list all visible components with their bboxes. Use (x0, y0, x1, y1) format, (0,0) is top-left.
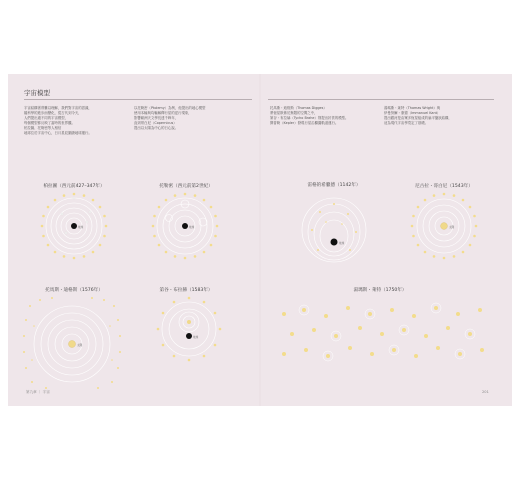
center-label: 地球 (339, 242, 345, 245)
orbit-rings (162, 302, 216, 356)
model-tycho-diagram (156, 296, 222, 362)
star-ring (157, 297, 222, 362)
folio-right: 201 (482, 390, 489, 394)
left-column-2: 以托勒密（Ptolemy）為例，他提出的地心模型 使用本輪與均輪解釋行星的逆行現象， 影響歐洲天文學長達千餘年， 直到哥白尼（Copernicus） 提出以太陽為中心的日心說。 (134, 106, 206, 130)
title-rule-left (24, 99, 252, 100)
caption-wright: 湯瑪斯・萊特（1750年） (353, 288, 407, 293)
caption-ptolemy: 托勒密（西元前第2世紀） (159, 184, 213, 189)
caption-hildegard: 雷格的希臘德（1142年） (307, 183, 361, 188)
caption-tycho: 第谷・布拉赫（1583年） (159, 288, 213, 293)
title-rule-right (268, 99, 494, 100)
center-body (186, 333, 192, 339)
model-wright-diagram (274, 300, 492, 370)
caption-copernicus: 尼古拉・哥白尼（1543年） (415, 184, 473, 189)
center-label: 太陽 (449, 226, 455, 229)
center-body (182, 223, 188, 229)
center-label: 地球 (193, 336, 199, 339)
model-copernicus-diagram (410, 192, 478, 260)
center-label: 地球 (78, 226, 84, 229)
star-systems (282, 306, 484, 358)
folio-left: 第九章 ｜ 宇宙 (26, 390, 50, 394)
section-title: 宇宙模型 (24, 89, 50, 97)
model-ptolemy-diagram (151, 192, 219, 260)
center-label: 地球 (189, 226, 195, 229)
model-digges-diagram (22, 296, 122, 390)
center-label: 太陽 (77, 344, 83, 347)
book-gutter (259, 74, 261, 406)
caption-digges: 托馬斯・迪格斯（1576年） (45, 288, 103, 293)
left-column-1: 宇宙結構著實難以理解，我們對宇宙的認識， 隨科學的進步而變化，從古代到今天， 人們提出過不同的宇宙模型， 每個模型都反映了當時的世界觀。 柏拉圖、托勒密等人相信 地球位於宇宙中心，日月星辰圍繞地球運行。 (24, 106, 92, 135)
center-body (71, 223, 77, 229)
center-body (331, 239, 338, 246)
right-column-1: 托馬斯・迪格斯（Thomas Digges） 將恆星散佈於無限的空間之中， 第谷・布拉赫（Tycho Brahe）則提出折衷的模型。 開普勒（Kepler）發現行星沿橢圓軌道運行。 (270, 106, 349, 125)
system-rings (299, 303, 475, 361)
model-hildegard-diagram (298, 190, 370, 264)
caption-plato: 柏拉圖（西元前427–347年） (43, 184, 105, 189)
right-column-2: 湯瑪斯・萊特（Thomas Wright）與 伊曼努爾・康德（Immanuel Kant） 提出銀河是由眾多恆星組成的扁平盤狀結構， 這為現代宇宙學奠定了基礎。 (384, 106, 452, 125)
center-body (441, 223, 448, 230)
model-plato-diagram (40, 192, 108, 260)
sun-marker (187, 320, 191, 324)
center-body (69, 341, 76, 348)
